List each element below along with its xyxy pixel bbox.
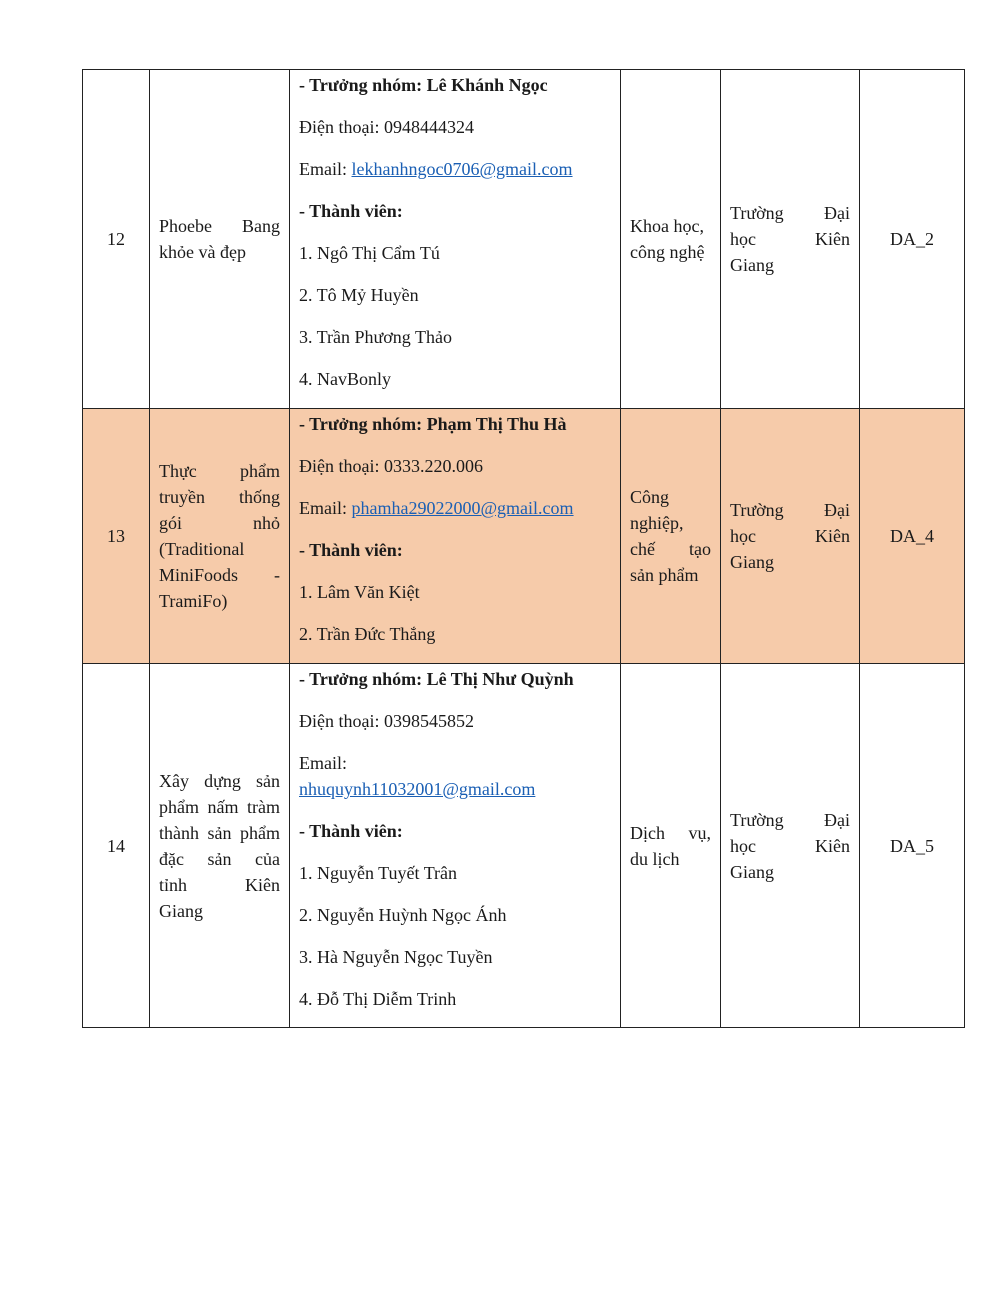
phone-number: 0398545852 — [383, 711, 474, 731]
team-info — [290, 664, 621, 1028]
member-item: 1. Nguyễn Tuyết Trân — [299, 863, 458, 883]
email-line: Email: lekhanhngoc0706@gmail.com — [299, 159, 573, 179]
row-number: 12 — [83, 70, 150, 409]
email-line: Email: phamha29022000@gmail.com — [299, 498, 574, 518]
row-number: 13 — [83, 409, 150, 664]
phone-line: Điện thoại: 0948444324 — [299, 117, 474, 137]
field-cell: Khoa học, công nghệ — [621, 70, 721, 409]
school-cell: Trường Đại học Kiên Giang — [721, 409, 860, 664]
project-code: DA_5 — [860, 664, 965, 1028]
member-item: 4. Đỗ Thị Diễm Trinh — [299, 989, 457, 1009]
email-line: Email: nhuquynh11032001@gmail.com — [299, 753, 536, 799]
members-label: - Thành viên: — [299, 540, 403, 560]
member-item: 1. Lâm Văn Kiệt — [299, 582, 420, 602]
project-code: DA_4 — [860, 409, 965, 664]
member-item: 2. Nguyễn Huỳnh Ngọc Ánh — [299, 905, 507, 925]
team-info — [290, 70, 621, 409]
team-leader: - Trưởng nhóm: Lê Khánh Ngọc — [299, 75, 548, 95]
phone-number: 0333.220.006 — [383, 456, 483, 476]
project-code: DA_2 — [860, 70, 965, 409]
member-item: 3. Trần Phương Thảo — [299, 327, 452, 347]
table-row — [83, 409, 965, 664]
email-link[interactable]: phamha29022000@gmail.com — [351, 498, 574, 518]
school-cell: Trường Đại học Kiên Giang — [721, 70, 860, 409]
row-number: 14 — [83, 664, 150, 1028]
member-item: 2. Trần Đức Thắng — [299, 624, 436, 644]
team-info — [290, 409, 621, 664]
project-name: Phoebe Bang khỏe và đẹp — [150, 70, 290, 409]
members-label: - Thành viên: — [299, 201, 403, 221]
members-label: - Thành viên: — [299, 821, 403, 841]
member-item: 1. Ngô Thị Cẩm Tú — [299, 243, 440, 263]
member-item: 4. NavBonly — [299, 369, 391, 389]
email-link[interactable]: nhuquynh11032001@gmail.com — [299, 779, 536, 799]
project-name: Thực phẩm truyền thống gói nhỏ (Traditional MiniFoods - TramiFo) — [150, 409, 290, 664]
field-cell: Dịch vụ, du lịch — [621, 664, 721, 1028]
member-item: 2. Tô Mỷ Huyền — [299, 285, 419, 305]
school-cell: Trường Đại học Kiên Giang — [721, 664, 860, 1028]
phone-number: 0948444324 — [383, 117, 474, 137]
member-item: 3. Hà Nguyễn Ngọc Tuyền — [299, 947, 493, 967]
team-leader: - Trưởng nhóm: Phạm Thị Thu Hà — [299, 414, 567, 434]
team-leader: - Trưởng nhóm: Lê Thị Như Quỳnh — [299, 669, 574, 689]
field-cell: Công nghiệp, chế tạo sản phẩm — [621, 409, 721, 664]
phone-line: Điện thoại: 0333.220.006 — [299, 456, 483, 476]
email-link[interactable]: lekhanhngoc0706@gmail.com — [351, 159, 573, 179]
table-row — [83, 664, 965, 1028]
project-table — [82, 69, 965, 1028]
table-row — [83, 70, 965, 409]
project-name: Xây dựng sản phẩm nấm tràm thành sản phẩm đặc sản của tỉnh Kiên Giang — [150, 664, 290, 1028]
phone-line: Điện thoại: 0398545852 — [299, 711, 474, 731]
